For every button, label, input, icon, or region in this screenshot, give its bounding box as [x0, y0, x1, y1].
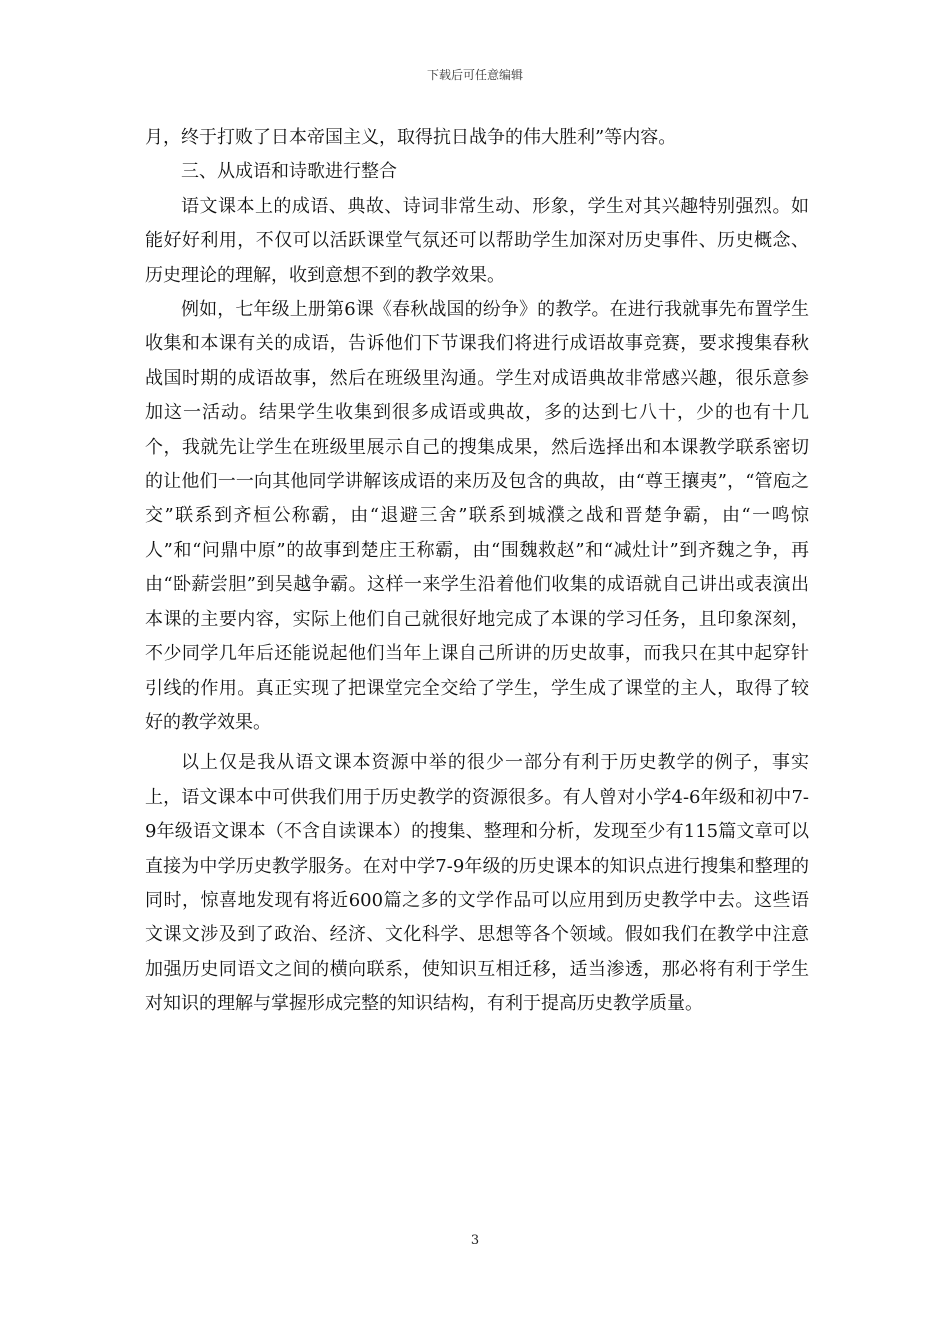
paragraph-conclusion: 以上仅是我从语文课本资源中举的很少一部分有利于历史教学的例子，事实上，语文课本中可供我们用于历史教学的资源很多。有人曾对小学4-6年级和初中7-9年级语文课本（不含自读课本）的搜集、整理和分析，发现至少有115篇文章可以直接为中学历史教学服务。在对中学7-9年级的历史课本的知识点进行搜集和整理的同时，惊喜地发现有将近600篇之多的文学作品可以应用到历史教学中去。这些语文课文涉及到了政治、经济、文化科学、思想等各个领域。假如我们在教学中注意加强历史同语文之间的横向联系，使知识互相迁移，适当渗透，那必将有利于学生对知识的理解与掌握形成完整的知识结构，有利于提高历史教学质量。 — [145, 752, 809, 1015]
page-header: 下载后可任意编辑 — [426, 68, 523, 82]
section-heading: 三、从成语和诗歌进行整合 — [181, 161, 397, 183]
paragraph-idioms-intro: 语文课本上的成语、典故、诗词非常生动、形象，学生对其兴趣特别强烈。如能好好利用，不仅可以活跃课堂气氛还可以帮助学生加深对历史事件、历史概念、历史理论的理解，收到意想不到的教学效果。 — [145, 195, 809, 286]
paragraph-continuation: 月，终于打败了日本帝国主义，取得抗日战争的伟大胜利”等内容。 — [145, 127, 677, 148]
page-number: 3 — [470, 1233, 480, 1248]
document-body — [145, 121, 809, 1022]
paragraph-example: 例如，七年级上册第6课《春秋战国的纷争》的教学。在进行我就事先布置学生收集和本课有关的成语，告诉他们下节课我们将进行成语故事竞赛，要求搜集春秋战国时期的成语故事，然后在班级里沟通。学生对成语典故非常感兴趣，很乐意参加这一活动。结果学生收集到很多成语或典故，多的达到七八十，少的也有十几个，我就先让学生在班级里展示自己的搜集成果，然后选择出和本课教学联系密切的让他们一一向其他同学讲解该成语的来历及包含的典故，由“尊王攘夷”，“管庖之交”联系到齐桓公称霸，由“退避三舍”联系到城濮之战和晋楚争霸，由“一鸣惊人”和“问鼎中原”的故事到楚庄王称霸，由“围魏救赵”和“减灶计”到齐魏之争，再由“卧薪尝胆”到吴越争霸。这样一来学生沿着他们收集的成语就自己讲出或表演出本课的主要内容，实际上他们自己就很好地完成了本课的学习任务，且印象深刻，不少同学几年后还能说起他们当年上课自己所讲的历史故事，而我只在其中起穿针引线的作用。真正实现了把课堂完全交给了学生，学生成了课堂的主人，取得了较好的教学效果。 — [145, 299, 809, 733]
